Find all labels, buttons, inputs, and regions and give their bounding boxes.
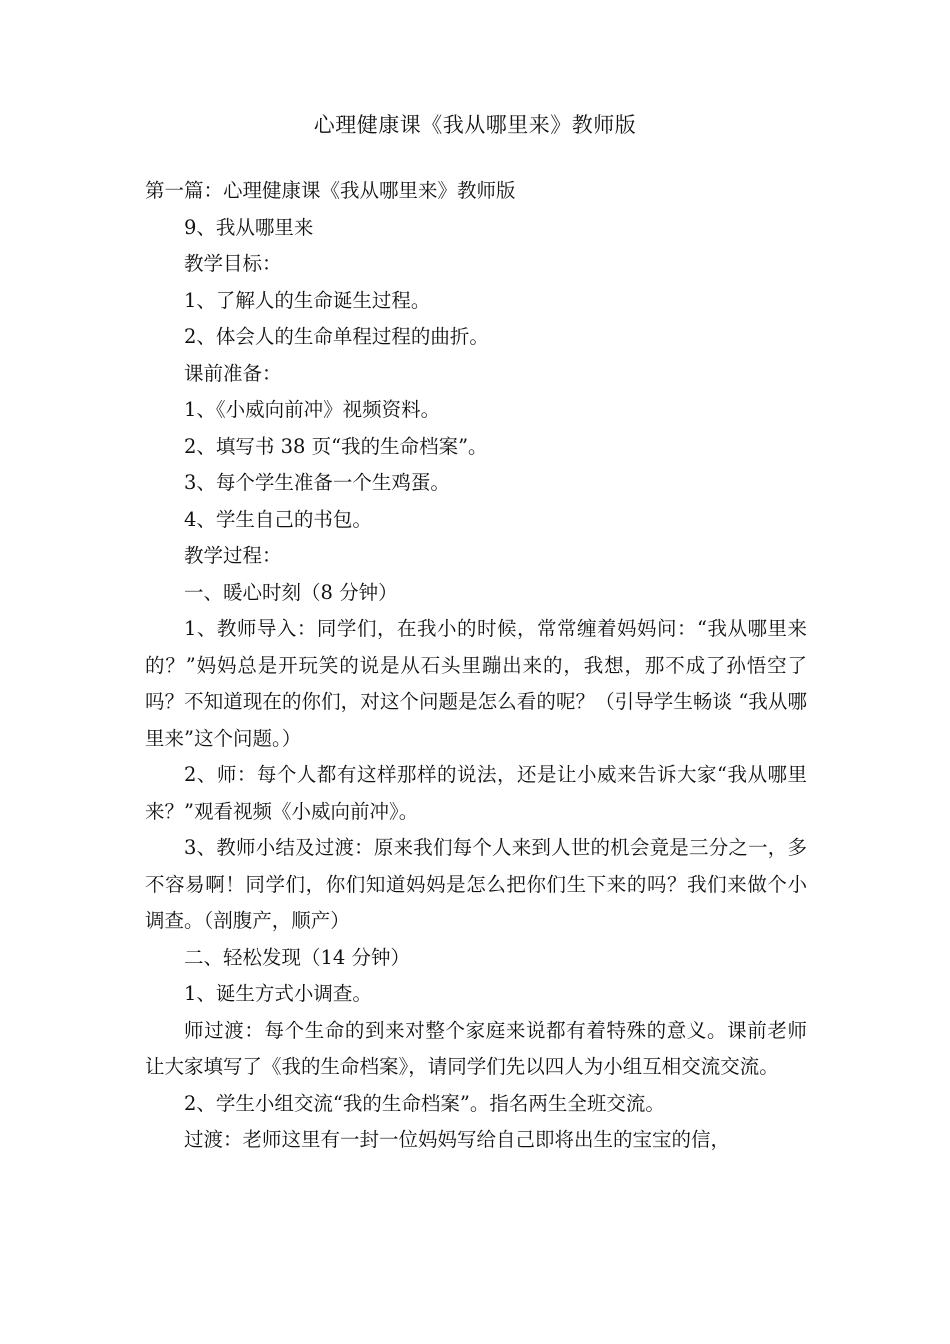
document-paragraph: 课前准备： — [184, 361, 282, 385]
document-paragraph: 过渡：老师这里有一封一位妈妈写给自己即将出生的宝宝的信， — [184, 1128, 731, 1151]
document-paragraph: 2、填写书 38 页“我的生命档案”。 — [184, 434, 488, 458]
document-body — [145, 173, 807, 1159]
document-paragraph: 1、诞生方式小调查。 — [184, 982, 372, 1005]
document-title: 心理健康课《我从哪里来》教师版 — [313, 113, 637, 137]
document-paragraph: 2、学生小组交流“我的生命档案”。指名两生全班交流。 — [184, 1091, 665, 1115]
document-paragraph: 1、教师导入：同学们，在我小的时候，常常缠着妈妈问：“我从哪里来的？”妈妈总是开玩笑的说是从石头里蹦出来的，我想，那不成了孙悟空了吗？不知道现在的你们，对这个问题是怎么看的呢？（引导学生畅谈 “我从哪里来”这个问题。） — [145, 617, 807, 750]
document-paragraph: 教学过程： — [184, 544, 282, 567]
document-paragraph: 二、轻松发现（14 分钟） — [184, 945, 411, 969]
document-paragraph: 3、每个学生准备一个生鸡蛋。 — [184, 471, 450, 494]
document-paragraph: 1、《小威向前冲》视频资料。 — [184, 398, 441, 421]
document-paragraph: 教学目标： — [184, 252, 282, 275]
document-paragraph: 3、教师小结及过渡：原来我们每个人来到人世的机会竟是三分之一，多不容易啊！同学们，你们知道妈妈是怎么把你们生下来的吗？我们来做个小调查。（剖腹产，顺产） — [145, 836, 807, 932]
document-paragraph: 2、体会人的生命单程过程的曲折。 — [184, 325, 489, 348]
document-paragraph: 2、师：每个人都有这样那样的说法，还是让小威来告诉大家“我从哪里来？”观看视频《小威向前冲》。 — [145, 763, 807, 823]
document-paragraph: 4、学生自己的书包。 — [184, 507, 372, 531]
document-paragraph: 9、我从哪里来 — [184, 215, 314, 239]
document-paragraph: 第一篇：心理健康课《我从哪里来》教师版 — [145, 179, 516, 202]
document-paragraph: 师过渡：每个生命的到来对整个家庭来说都有着特殊的意义。课前老师让大家填写了《我的生命档案》，请同学们先以四人为小组互相交流交流。 — [145, 1018, 807, 1078]
document-paragraph: 1、了解人的生命诞生过程。 — [184, 288, 431, 312]
document-paragraph: 一、暖心时刻（8 分钟） — [184, 580, 398, 604]
